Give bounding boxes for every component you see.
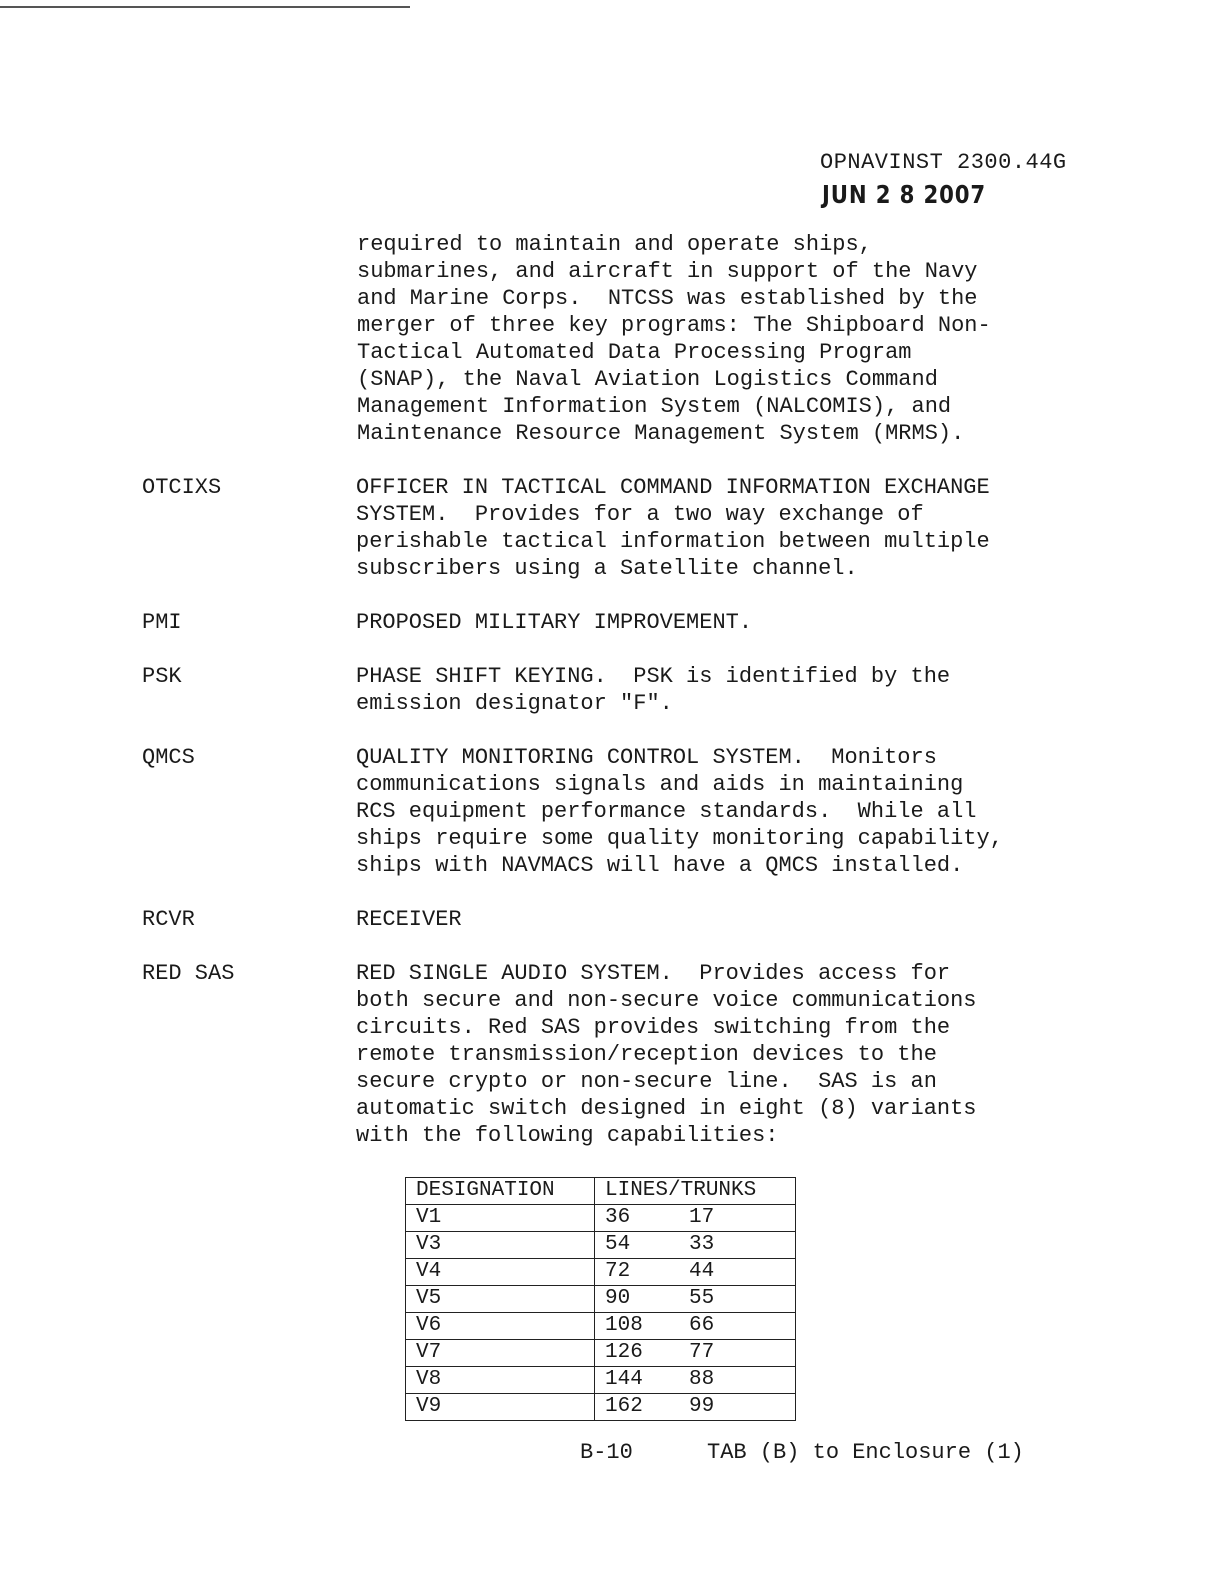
- entry-definition: OFFICER IN TACTICAL COMMAND INFORMATION EXCHANGE SYSTEM. Provides for a two way exchange of perishable tactical information between multiple subscribers using a Satellite channel.: [356, 475, 990, 581]
- entry-term: PMI: [142, 610, 182, 635]
- lines-value: 36: [605, 1206, 631, 1229]
- trunks-value: 77: [689, 1341, 715, 1364]
- designation-cell: V4: [406, 1259, 595, 1286]
- lines-trunks-cell: [595, 1286, 796, 1313]
- entry-definition: RED SINGLE AUDIO SYSTEM. Provides access for both secure and non-secure voice communications circuits. Red SAS provides switching from the remote transmission/reception devices to the secure crypto or non-secure line. SAS is an automatic switch designed in eight (8) variants with the following capabilities:: [356, 961, 977, 1148]
- trunks-value: 17: [689, 1206, 715, 1229]
- page-number: B-10: [580, 1440, 633, 1465]
- entry-definition: RECEIVER: [356, 907, 462, 932]
- lines-value: 144: [605, 1368, 643, 1391]
- trunks-value: 55: [689, 1287, 715, 1310]
- lines-trunks-cell: [595, 1205, 796, 1232]
- table-row: [406, 1367, 796, 1394]
- intro-paragraph: required to maintain and operate ships, submarines, and aircraft in support of the Navy and Marine Corps. NTCSS was established by the merger of three key programs: The Shipboard Non- Tactical Automated Data Processing Program (SNAP), the Naval Aviation Logistics Command Management Information System (NALCOMIS), and Maintenance Resource Management System (MRMS).: [357, 232, 991, 446]
- scan-edge-line: [0, 6, 410, 8]
- lines-value: 90: [605, 1287, 631, 1310]
- trunks-value: 99: [689, 1395, 715, 1418]
- entry-term: QMCS: [142, 745, 195, 770]
- lines-trunks-cell: [595, 1394, 796, 1421]
- designation-cell: V7: [406, 1340, 595, 1367]
- table-header-designation: DESIGNATION: [406, 1178, 595, 1205]
- lines-trunks-cell: [595, 1232, 796, 1259]
- table-row: [406, 1286, 796, 1313]
- lines-value: 72: [605, 1260, 631, 1283]
- lines-value: 162: [605, 1395, 643, 1418]
- designation-cell: V6: [406, 1313, 595, 1340]
- entry-term: RED SAS: [142, 961, 235, 986]
- designation-cell: V1: [406, 1205, 595, 1232]
- entry-term: OTCIXS: [142, 475, 222, 500]
- lines-value: 54: [605, 1233, 631, 1256]
- table-header-lines-trunks: LINES/TRUNKS: [595, 1178, 796, 1205]
- table-row: [406, 1205, 796, 1232]
- entry-term: PSK: [142, 664, 182, 689]
- glossary-entry: [142, 960, 1082, 1149]
- sas-variants-table: [405, 1177, 796, 1421]
- glossary-entry: [142, 609, 1082, 636]
- entry-term: RCVR: [142, 907, 195, 932]
- glossary-entry: [142, 744, 1082, 879]
- lines-trunks-cell: [595, 1259, 796, 1286]
- entry-definition: PROPOSED MILITARY IMPROVEMENT.: [356, 610, 753, 635]
- entry-definition: QUALITY MONITORING CONTROL SYSTEM. Monitors communications signals and aids in maintaining RCS equipment performance standards. While all ships require some quality monitoring capability, ships with NAVMACS will have a QMCS installed.: [356, 745, 1003, 878]
- lines-trunks-cell: [595, 1367, 796, 1394]
- designation-cell: V9: [406, 1394, 595, 1421]
- lines-value: 108: [605, 1314, 643, 1337]
- lines-value: 126: [605, 1341, 643, 1364]
- designation-cell: V5: [406, 1286, 595, 1313]
- entry-definition: PHASE SHIFT KEYING. PSK is identified by the emission designator "F".: [356, 664, 951, 716]
- table-row: [406, 1232, 796, 1259]
- glossary-entry: [142, 663, 1082, 717]
- glossary-entries: [142, 474, 1082, 1176]
- table-row: [406, 1394, 796, 1421]
- table-row: [406, 1259, 796, 1286]
- trunks-value: 88: [689, 1368, 715, 1391]
- document-number: OPNAVINST 2300.44G: [820, 150, 1067, 175]
- trunks-value: 44: [689, 1260, 715, 1283]
- table-header-row: [406, 1178, 796, 1205]
- designation-cell: V8: [406, 1367, 595, 1394]
- trunks-value: 66: [689, 1314, 715, 1337]
- designation-cell: V3: [406, 1232, 595, 1259]
- table-row: [406, 1313, 796, 1340]
- table-row: [406, 1340, 796, 1367]
- glossary-entry: [142, 906, 1082, 933]
- lines-trunks-cell: [595, 1313, 796, 1340]
- glossary-entry: [142, 474, 1082, 582]
- date-stamp: JUN 2 8 2007: [822, 180, 987, 209]
- trunks-value: 33: [689, 1233, 715, 1256]
- section-reference: TAB (B) to Enclosure (1): [707, 1440, 1024, 1465]
- lines-trunks-cell: [595, 1340, 796, 1367]
